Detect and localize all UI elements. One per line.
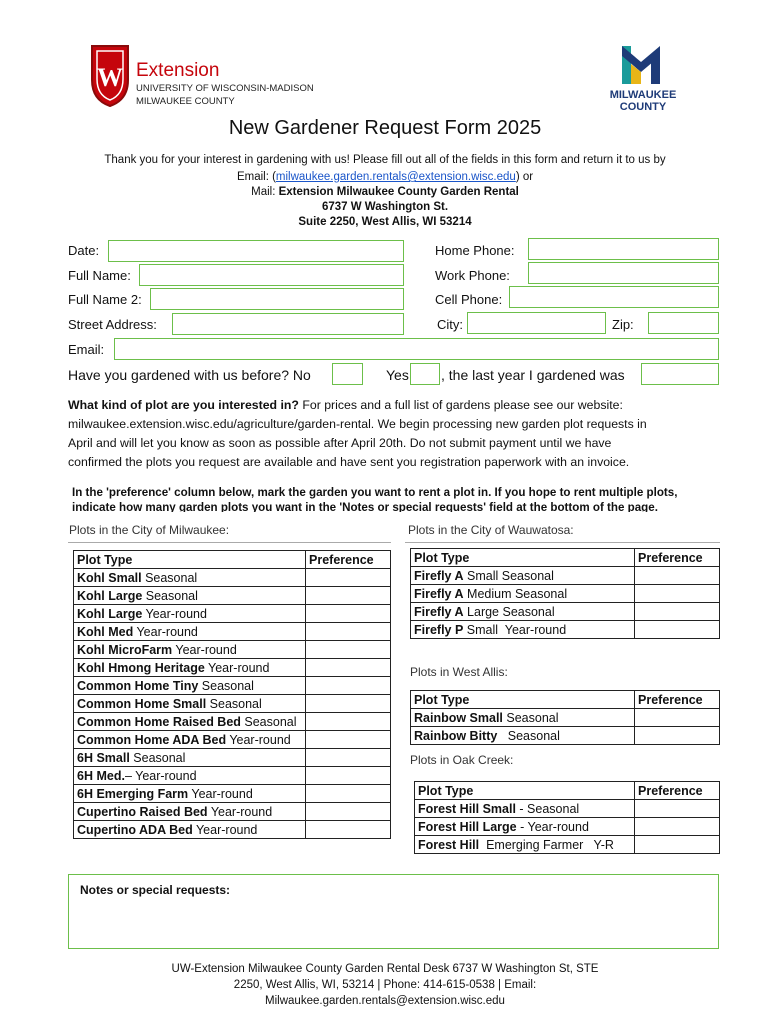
plot-type-cell xyxy=(411,603,635,621)
milwaukee-caption: Plots in the City of Milwaukee: xyxy=(69,523,230,537)
svg-text:W: W xyxy=(97,63,123,92)
yes-label: Yes xyxy=(386,367,409,383)
preference-cell[interactable] xyxy=(635,585,720,603)
gardened-question: Have you gardened with us before? No xyxy=(68,367,311,383)
preference-cell[interactable] xyxy=(306,623,391,641)
plot-name: Kohl MicroFarm xyxy=(77,642,173,657)
uw-extension-logo xyxy=(88,42,318,112)
wauwatosa-caption: Plots in the City of Wauwatosa: xyxy=(408,523,574,537)
plot-name: Common Home Tiny xyxy=(77,678,199,693)
last-year-field[interactable] xyxy=(641,363,719,385)
oak-creek-col-pref: Preference xyxy=(635,782,720,800)
table-row xyxy=(415,836,720,854)
milwaukee-col-pref: Preference xyxy=(306,551,391,569)
home-phone-field[interactable] xyxy=(528,238,719,260)
plot-term: Year-round xyxy=(226,732,291,747)
table-row xyxy=(74,767,391,785)
oak-creek-caption: Plots in Oak Creek: xyxy=(410,753,514,767)
mke-line1: MILWAUKEE xyxy=(609,89,677,101)
extension-word: Extension xyxy=(136,60,220,81)
west-allis-plot-table xyxy=(410,690,720,745)
plot-info-line2: milwaukee.extension.wisc.edu/agriculture/garden-rental. We begin processing new garden plot requests in xyxy=(68,417,647,431)
table-row xyxy=(74,749,391,767)
preference-cell[interactable] xyxy=(306,695,391,713)
plot-term: Seasonal xyxy=(206,696,262,711)
preference-cell[interactable] xyxy=(635,800,720,818)
plot-term: Seasonal xyxy=(141,570,198,585)
oak-creek-col-type: Plot Type xyxy=(415,782,635,800)
plot-term: Seasonal xyxy=(129,750,186,765)
plot-type-cell xyxy=(74,749,306,767)
milwaukee-plot-table xyxy=(73,550,391,839)
plot-name: Rainbow Small xyxy=(414,710,503,725)
wauwatosa-header-row xyxy=(411,549,720,567)
plot-name: Common Home Raised Bed xyxy=(77,714,241,729)
plot-type-cell xyxy=(415,818,635,836)
preference-cell[interactable] xyxy=(635,709,720,727)
milwaukee-header-row xyxy=(74,551,391,569)
table-row xyxy=(74,713,391,731)
plot-name: Cupertino Raised Bed xyxy=(77,804,208,819)
plot-name: Kohl Small xyxy=(77,570,142,585)
intro-email-line xyxy=(0,171,770,183)
table-row xyxy=(74,677,391,695)
preference-cell[interactable] xyxy=(635,567,720,585)
email-prefix: Email: ( xyxy=(236,171,276,183)
full-name2-field[interactable] xyxy=(150,288,404,310)
date-label: Date: xyxy=(68,243,100,258)
city-label: City: xyxy=(437,317,463,332)
preference-cell[interactable] xyxy=(635,836,720,854)
preference-cell[interactable] xyxy=(635,818,720,836)
plot-type-cell xyxy=(74,623,306,641)
table-row xyxy=(74,695,391,713)
email-label: Email: xyxy=(68,342,105,357)
plot-type-cell xyxy=(74,785,306,803)
plot-name: 6H Emerging Farm xyxy=(77,786,189,801)
wauwatosa-col-type: Plot Type xyxy=(411,549,635,567)
plot-name: Forest Hill xyxy=(418,837,480,852)
table-row xyxy=(74,623,391,641)
email-field[interactable] xyxy=(114,338,719,360)
plot-term: Small Seasonal xyxy=(463,568,554,583)
preference-cell[interactable] xyxy=(306,659,391,677)
full-name-label: Full Name: xyxy=(68,268,131,283)
preference-cell[interactable] xyxy=(635,621,720,639)
table-row xyxy=(415,800,720,818)
plot-type-cell xyxy=(74,641,306,659)
table-row xyxy=(74,587,391,605)
uw-line2: MILWAUKEE COUNTY xyxy=(136,96,235,107)
table-row xyxy=(411,585,720,603)
plot-info-line1 xyxy=(68,396,728,415)
west-allis-col-pref: Preference xyxy=(635,691,720,709)
preference-cell[interactable] xyxy=(306,641,391,659)
plot-name: Forest Hill Small xyxy=(418,801,516,816)
plot-name: Firefly A xyxy=(414,568,464,583)
preference-cell[interactable] xyxy=(306,713,391,731)
west-allis-col-type: Plot Type xyxy=(411,691,635,709)
preference-cell[interactable] xyxy=(635,727,720,745)
plot-term: Small Year-round xyxy=(463,622,567,637)
plot-type-cell xyxy=(74,677,306,695)
preference-cell[interactable] xyxy=(306,821,391,839)
plot-type-cell xyxy=(411,621,635,639)
plot-term: Large Seasonal xyxy=(463,604,555,619)
plot-type-cell xyxy=(74,569,306,587)
west-allis-caption: Plots in West Allis: xyxy=(410,665,508,679)
plot-type-cell xyxy=(411,585,635,603)
plot-term: - Seasonal xyxy=(515,801,580,816)
plot-info-line3: April and will let you know as soon as possible after April 20th. Do not submit payment until we have xyxy=(68,436,612,450)
table-row xyxy=(74,821,391,839)
plot-term: – Year-round xyxy=(124,768,197,783)
plot-name: Firefly A xyxy=(414,604,464,619)
pref-line2: indicate how many garden plots you want in the 'Notes or special requests' field at the bottom of the page. xyxy=(72,501,658,512)
milwaukee-col-type: Plot Type xyxy=(74,551,306,569)
cell-phone-label: Cell Phone: xyxy=(435,292,503,307)
preference-cell[interactable] xyxy=(306,749,391,767)
plot-type-cell xyxy=(415,800,635,818)
date-field[interactable] xyxy=(108,240,404,262)
plot-type-cell xyxy=(411,709,635,727)
page-title: New Gardener Request Form 2025 xyxy=(228,117,542,139)
uw-line1: UNIVERSITY OF WISCONSIN-MADISON xyxy=(136,83,314,94)
plot-term: Seasonal xyxy=(497,728,560,743)
plot-name: Kohl Large xyxy=(77,606,143,621)
full-name2-label: Full Name 2: xyxy=(68,292,142,307)
work-phone-field[interactable] xyxy=(528,262,719,284)
city-field[interactable] xyxy=(467,312,606,334)
email-link[interactable]: milwaukee.garden.rentals@extension.wisc.edu xyxy=(275,171,516,183)
preference-cell[interactable] xyxy=(306,785,391,803)
plot-term: Seasonal xyxy=(198,678,254,693)
plot-type-cell xyxy=(415,836,635,854)
plot-type-cell xyxy=(74,695,306,713)
table-row xyxy=(411,603,720,621)
plot-type-cell xyxy=(411,567,635,585)
table-row xyxy=(74,569,391,587)
plot-term: Seasonal xyxy=(240,714,297,729)
wauwatosa-caption-rule xyxy=(405,542,720,543)
preference-cell[interactable] xyxy=(306,767,391,785)
plot-term: - Year-round xyxy=(516,819,589,834)
plot-type-cell xyxy=(74,803,306,821)
plot-question-rest: For prices and a full list of gardens please see our website: xyxy=(298,398,623,412)
plot-name: Common Home Small xyxy=(77,696,207,711)
preference-cell[interactable] xyxy=(306,677,391,695)
notes-field[interactable] xyxy=(68,874,719,949)
plot-term: Year-round xyxy=(133,624,198,639)
milwaukee-county-logo xyxy=(598,44,688,114)
table-row xyxy=(411,727,720,745)
plot-type-cell xyxy=(74,731,306,749)
plot-type-cell xyxy=(74,605,306,623)
home-phone-label: Home Phone: xyxy=(435,243,515,258)
plot-term: Year-round xyxy=(142,606,207,621)
table-row xyxy=(74,785,391,803)
plot-type-cell xyxy=(74,821,306,839)
table-row xyxy=(411,709,720,727)
plot-term: Medium Seasonal xyxy=(463,586,568,601)
plot-question: What kind of plot are you interested in? xyxy=(68,398,299,412)
table-row xyxy=(411,621,720,639)
notes-label: Notes or special requests: xyxy=(80,883,231,897)
table-row xyxy=(74,605,391,623)
plot-name: Common Home ADA Bed xyxy=(77,732,227,747)
street-field[interactable] xyxy=(172,313,404,335)
plot-term: Seasonal xyxy=(502,710,559,725)
preference-instructions xyxy=(72,485,732,512)
plot-info-line4: confirmed the plots you request are available and have sent you registration paperwork with an invoice. xyxy=(68,455,630,469)
plot-name: Kohl Large xyxy=(77,588,143,603)
footer-line2: 2250, West Allis, WI, 53214 | Phone: 414-615-0538 | Email: xyxy=(233,979,537,991)
zip-field[interactable] xyxy=(648,312,719,334)
plot-term: Seasonal xyxy=(142,588,198,603)
mke-line2: COUNTY xyxy=(619,101,667,113)
table-row xyxy=(74,641,391,659)
table-row xyxy=(74,659,391,677)
mail-prefix: Mail: xyxy=(251,186,279,198)
plot-name: 6H Small xyxy=(77,750,130,765)
plot-name: Cupertino ADA Bed xyxy=(77,822,193,837)
plot-term: Year-round xyxy=(207,804,273,819)
full-name-field[interactable] xyxy=(139,264,404,286)
preference-cell[interactable] xyxy=(306,569,391,587)
preference-cell[interactable] xyxy=(635,603,720,621)
work-phone-label: Work Phone: xyxy=(435,268,510,283)
uw-crest-icon xyxy=(88,42,132,108)
footer xyxy=(0,961,770,1009)
table-row xyxy=(415,818,720,836)
plot-type-cell xyxy=(74,659,306,677)
plot-name: Rainbow Bitty xyxy=(414,728,498,743)
oak-creek-plot-table xyxy=(414,781,720,854)
milwaukee-m-icon xyxy=(620,44,662,86)
cell-phone-field[interactable] xyxy=(509,286,719,308)
last-year-label: , the last year I gardened was xyxy=(441,367,625,383)
plot-type-cell xyxy=(411,727,635,745)
intro-line1: Thank you for your interest in gardening with us! Please fill out all of the fields in this form and return it to us by xyxy=(104,154,666,166)
plot-type-cell xyxy=(74,767,306,785)
preference-cell[interactable] xyxy=(306,731,391,749)
gardened-no-box[interactable] xyxy=(332,363,363,385)
street-label: Street Address: xyxy=(68,317,157,332)
wauwatosa-plot-table xyxy=(410,548,720,639)
preference-cell[interactable] xyxy=(306,605,391,623)
west-allis-header-row xyxy=(411,691,720,709)
plot-term: Emerging Farmer Y-R xyxy=(479,837,614,852)
plot-name: Forest Hill Large xyxy=(418,819,517,834)
gardened-yes-box[interactable] xyxy=(410,363,440,385)
plot-term: Year-round xyxy=(204,660,270,675)
zip-label: Zip: xyxy=(612,317,634,332)
plot-type-cell xyxy=(74,713,306,731)
table-row xyxy=(74,731,391,749)
plot-term: Year-round xyxy=(172,642,237,657)
intro-mail-line xyxy=(0,186,770,198)
mail-city: Suite 2250, West Allis, WI 53214 xyxy=(298,216,472,228)
plot-name: Firefly A xyxy=(414,586,464,601)
pref-line1: In the 'preference' column below, mark the garden you want to rent a plot in. If you hope to rent multiple plots, xyxy=(72,486,678,499)
preference-cell[interactable] xyxy=(306,587,391,605)
plot-info-paragraph xyxy=(68,396,728,472)
plot-term: Year-round xyxy=(188,786,253,801)
plot-name: Firefly P xyxy=(414,622,464,637)
plot-name: Kohl Hmong Heritage xyxy=(77,660,205,675)
oak-creek-header-row xyxy=(415,782,720,800)
table-row xyxy=(74,803,391,821)
plot-type-cell xyxy=(74,587,306,605)
mail-street: 6737 W Washington St. xyxy=(321,201,449,213)
plot-name: Kohl Med xyxy=(77,624,134,639)
plot-name: 6H Med. xyxy=(77,768,125,783)
footer-line1: UW-Extension Milwaukee County Garden Rental Desk 6737 W Washington St, STE xyxy=(171,963,599,975)
footer-line3: Milwaukee.garden.rentals@extension.wisc.edu xyxy=(265,995,505,1007)
table-row xyxy=(411,567,720,585)
mail-name: Extension Milwaukee County Garden Rental xyxy=(278,186,519,198)
preference-cell[interactable] xyxy=(306,803,391,821)
email-suffix: ) or xyxy=(515,171,534,183)
milwaukee-caption-rule xyxy=(68,542,391,543)
wauwatosa-col-pref: Preference xyxy=(635,549,720,567)
plot-term: Year-round xyxy=(192,822,258,837)
